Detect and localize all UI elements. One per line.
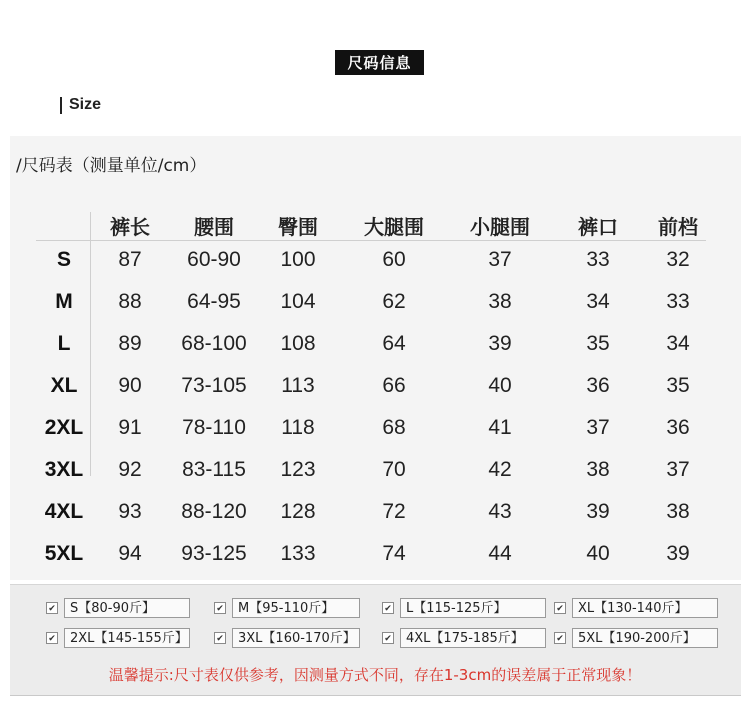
column-header: 裤口 — [578, 215, 618, 239]
table-cell: 36 — [666, 416, 690, 439]
table-cell: 100 — [280, 248, 316, 271]
table-cell: 83-115 — [182, 458, 246, 481]
size-row-label: 5XL — [44, 542, 84, 565]
table-cell: 35 — [586, 332, 610, 355]
table-cell: 91 — [118, 416, 142, 439]
table-cell: 108 — [280, 332, 316, 355]
size-row-label: 4XL — [44, 500, 84, 523]
table-cell: 39 — [586, 500, 610, 523]
column-header: 臀围 — [278, 215, 318, 239]
table-cell: 93-125 — [181, 542, 247, 565]
weight-checkbox[interactable]: ✔ — [382, 632, 394, 644]
table-cell: 78-110 — [182, 416, 246, 439]
weight-range-label: M【95-110斤】 — [232, 598, 360, 618]
table-cell: 68-100 — [181, 332, 247, 355]
table-cell: 72 — [382, 500, 406, 523]
weight-checkbox[interactable]: ✔ — [214, 602, 226, 614]
weight-checkbox[interactable]: ✔ — [554, 632, 566, 644]
header-divider — [36, 240, 706, 241]
weight-range-label: S【80-90斤】 — [64, 598, 190, 618]
table-cell: 88-120 — [181, 500, 247, 523]
table-cell: 33 — [666, 290, 690, 313]
table-cell: 43 — [488, 500, 512, 523]
weight-range-label: XL【130-140斤】 — [572, 598, 718, 618]
column-header: 前档 — [658, 215, 698, 239]
table-cell: 68 — [382, 416, 406, 439]
weight-checkbox[interactable]: ✔ — [46, 632, 58, 644]
table-cell: 39 — [666, 542, 690, 565]
size-row-label: L — [57, 332, 71, 355]
table-cell: 88 — [118, 290, 142, 313]
size-label-bar — [60, 97, 62, 114]
weight-range-label: 3XL【160-170斤】 — [232, 628, 360, 648]
table-cell: 60 — [382, 248, 406, 271]
table-cell: 90 — [118, 374, 142, 397]
section-title: 尺码信息 — [335, 50, 424, 75]
table-cell: 87 — [118, 248, 142, 271]
table-cell: 39 — [488, 332, 512, 355]
table-cell: 38 — [586, 458, 610, 481]
weight-range-label: 4XL【175-185斤】 — [400, 628, 546, 648]
table-unit-label: /尺码表（测量单位/cm） — [16, 156, 207, 176]
table-cell: 40 — [488, 374, 512, 397]
disclaimer-note: 温馨提示:尺寸表仅供参考，因测量方式不同，存在1-3cm的误差属于正常现象！ — [108, 666, 642, 684]
table-cell: 128 — [280, 500, 316, 523]
size-row-label: 3XL — [44, 458, 84, 481]
column-header: 小腿围 — [470, 215, 530, 239]
size-row-label: S — [56, 248, 71, 271]
column-header: 裤长 — [110, 215, 150, 239]
weight-checkbox[interactable]: ✔ — [214, 632, 226, 644]
weight-range-label: 5XL【190-200斤】 — [572, 628, 718, 648]
table-cell: 60-90 — [187, 248, 241, 271]
table-cell: 133 — [280, 542, 316, 565]
table-cell: 36 — [586, 374, 610, 397]
table-cell: 113 — [281, 374, 315, 397]
table-cell: 64 — [382, 332, 406, 355]
table-cell: 42 — [488, 458, 512, 481]
table-cell: 34 — [586, 290, 610, 313]
table-cell: 38 — [488, 290, 512, 313]
table-cell: 66 — [382, 374, 406, 397]
table-cell: 89 — [118, 332, 142, 355]
table-cell: 93 — [118, 500, 142, 523]
table-cell: 118 — [281, 416, 315, 439]
weight-range-label: L【115-125斤】 — [400, 598, 546, 618]
column-header: 腰围 — [194, 215, 234, 239]
weight-checkbox[interactable]: ✔ — [46, 602, 58, 614]
table-cell: 94 — [118, 542, 142, 565]
size-row-label: M — [55, 290, 73, 313]
table-cell: 44 — [488, 542, 512, 565]
table-cell: 92 — [118, 458, 142, 481]
table-cell: 74 — [382, 542, 406, 565]
table-cell: 37 — [488, 248, 512, 271]
table-cell: 37 — [666, 458, 690, 481]
weight-checkbox[interactable]: ✔ — [554, 602, 566, 614]
table-cell: 35 — [666, 374, 690, 397]
table-cell: 70 — [382, 458, 406, 481]
table-cell: 64-95 — [187, 290, 241, 313]
table-cell: 33 — [586, 248, 610, 271]
table-cell: 104 — [280, 290, 316, 313]
table-cell: 62 — [382, 290, 406, 313]
table-cell: 34 — [666, 332, 690, 355]
table-cell: 73-105 — [181, 374, 247, 397]
table-cell: 32 — [666, 248, 690, 271]
size-row-label: 2XL — [44, 416, 84, 439]
size-row-label: XL — [50, 374, 78, 397]
size-label: Size — [69, 96, 102, 113]
table-cell: 123 — [280, 458, 316, 481]
table-cell: 38 — [666, 500, 690, 523]
weight-checkbox[interactable]: ✔ — [382, 602, 394, 614]
table-cell: 40 — [586, 542, 610, 565]
weight-range-label: 2XL【145-155斤】 — [64, 628, 190, 648]
table-cell: 41 — [488, 416, 512, 439]
column-header: 大腿围 — [364, 215, 424, 239]
table-cell: 37 — [586, 416, 610, 439]
